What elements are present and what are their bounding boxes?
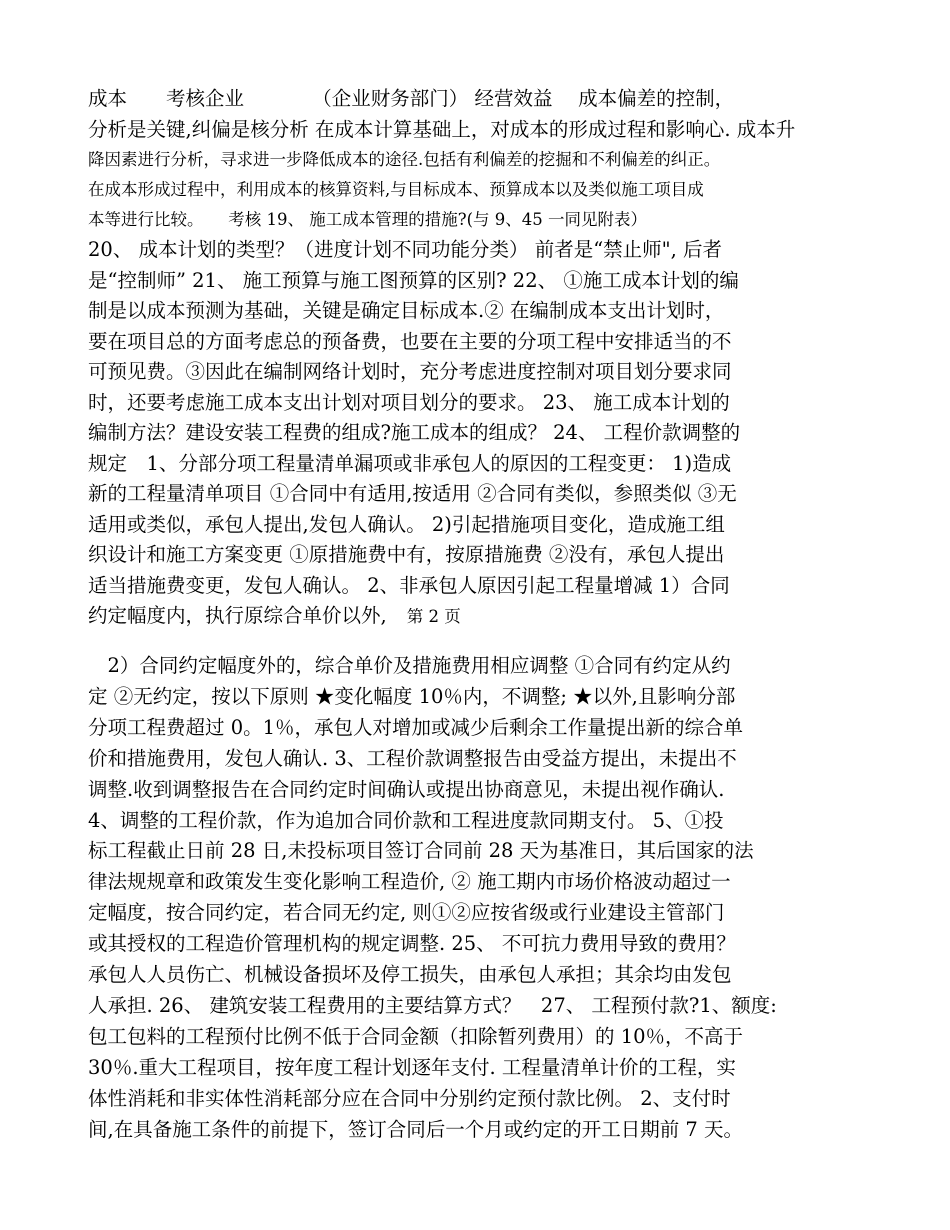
text-line: 定幅度，按合同约定，若合同无约定, 则①②应按省级或行业建设主管部门 (88, 901, 725, 925)
text-line: 适用或类似，承包人提出,发包人确认。 2)引起措施项目变化，造成施工组 (88, 512, 725, 536)
text-line: 律法规规章和政策发生变化影响工程造价, ② 施工期内市场价格波动超过一 (88, 870, 731, 894)
text-line: 要在项目总的方面考虑总的预备费，也要在主要的分项工程中安排适当的不 (88, 329, 732, 353)
text-line: 新的工程量清单项目 ①合同中有适用,按适用 ②合同有类似，参照类似 ③无 (88, 482, 737, 505)
text-line: 价和措施费用，发包人确认. 3、工程价款调整报告由受益方提出，未提出不 (88, 746, 737, 770)
text-line: 4、调整的工程价款，作为追加合同价款和工程进度款同期支付。 5、①投 (88, 808, 724, 832)
text-line: 调整.收到调整报告在合同约定时间确认或提出协商意见，未提出视作确认. (88, 777, 725, 801)
text-line: 间,在具备施工条件的前提下，签订合同后一个月或约定的开工日期前 7 天。 (88, 1117, 744, 1141)
text-line: 体性消耗和非实体性消耗部分应在合同中分别约定预付款比例。 2、支付时 (88, 1086, 731, 1110)
text-line: 降因素进行分析，寻求进一步降低成本的途径.包括有利偏差的挖掘和不利偏差的纠正。 (88, 150, 721, 169)
text-line: 分项工程费超过 0。1％，承包人对增加或减少后剩余工作量提出新的综合单 (88, 715, 744, 739)
text-line-last (88, 601, 864, 632)
text-line: 人承担. 26、 建筑安装工程费用的主要结算方式？ 27、 工程预付款?1、额度: (88, 993, 777, 1017)
text-block-2 (88, 651, 864, 1146)
text-line: 定 ②无约定，按以下原则 ★变化幅度 10％内，不调整; ★以外,且影响分部 (88, 684, 736, 708)
text-block-1 (88, 84, 864, 632)
text-line: 承包人人员伤亡、机械设备损坏及停工损失，由承包人承担；其余均由发包 (88, 963, 732, 987)
text-line: 是“控制师” 21、 施工预算与施工图预算的区别? 22、 ①施工成本计划的编 (88, 268, 739, 292)
text-line: 在成本形成过程中，利用成本的核算资料,与目标成本、预算成本以及类似施工项目成 (88, 180, 704, 199)
text-line: 或其授权的工程造价管理机构的规定调整. 25、 不可抗力费用导致的费用？ (88, 932, 736, 956)
text-line: 20、 成本计划的类型？（进度计划不同功能分类） 前者是“禁止师", 后者 (88, 238, 723, 261)
text-line: 本等进行比较。 考核 19、 施工成本管理的措施?(与 9、45 一同见附表） (88, 210, 648, 229)
text-line: 包工包料的工程预付比例不低于合同金额（扣除暂列费用）的 10％，不高于 (88, 1024, 744, 1048)
text-line: 时，还要考虑施工成本支出计划对项目划分的要求。 23、 施工成本计划的 (88, 390, 730, 414)
text-line: 2）合同约定幅度外的，综合单价及措施费用相应调整 ①合同有约定从约 (88, 654, 731, 677)
text-line: 适当措施费变更，发包人确认。 2、非承包人原因引起工程量增减 1）合同 (88, 573, 730, 597)
text-line: 规定 1、分部分项工程量清单漏项或非承包人的原因的工程变更： 1)造成 (88, 451, 732, 475)
text-line: 制是以成本预测为基础，关键是确定目标成本.② 在编制成本支出计划时， (88, 299, 725, 322)
text-line: 30％.重大工程项目，按年度工程计划逐年支付. 工程量清单计价的工程，实 (88, 1055, 736, 1079)
text-line: 分析是关键,纠偏是核分析 在成本计算基础上，对成本的形成过程和影响心. 成本升 (88, 117, 796, 141)
text-line: 标工程截止日前 28 日,未投标项目签订合同前 28 天为基准日，其后国家的法 (88, 839, 754, 863)
text-line: 织设计和施工方案变更 ①原措施费中有，按原措施费 ②没有，承包人提出 (88, 543, 725, 566)
text-line-content: 约定幅度内，执行原综合单价以外, (88, 604, 387, 627)
text-line: 成本 考核企业 （企业财务部门） 经营效益 成本偏差的控制， (88, 87, 735, 110)
text-line: 编制方法？建设安装工程费的组成?施工成本的组成？ 24、 工程价款调整的 (88, 421, 741, 444)
page-number: 第 2 页 (406, 607, 461, 626)
text-line: 可预见费。③因此在编制网络计划时，充分考虑进度控制对项目划分要求同 (88, 360, 732, 383)
